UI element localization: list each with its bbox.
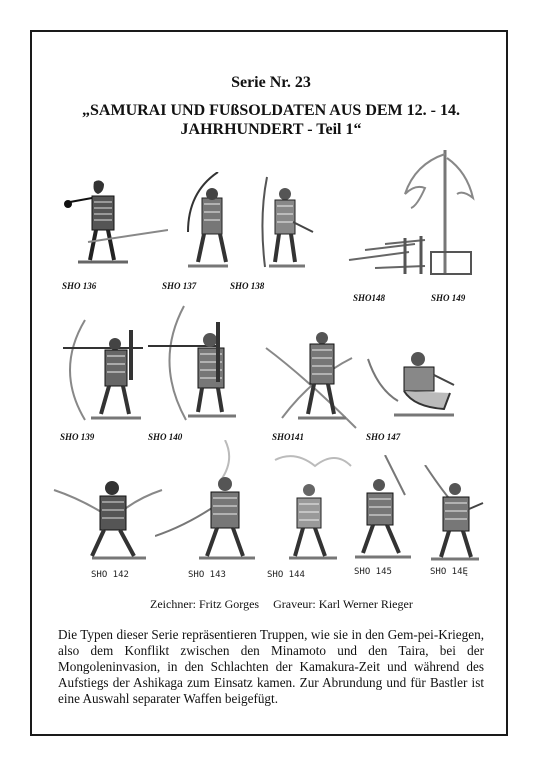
figure-sho-139-illustration <box>55 310 155 425</box>
figure-sho-146-illustration <box>415 465 485 565</box>
figure-sho-141-illustration <box>262 318 362 433</box>
figure-label: SHO 145 <box>354 567 392 577</box>
figure-label: SHO 140 <box>148 432 183 442</box>
figure-sho-148-149-illustration <box>345 140 495 280</box>
figure-sho-147-illustration <box>364 345 464 425</box>
figure-sho-145-illustration <box>345 455 425 565</box>
figure-label: SHO 136 <box>62 281 97 291</box>
title-line-2: JAHRHUNDERT - Teil 1“ <box>180 121 362 138</box>
figure-sho-143-illustration <box>155 440 265 565</box>
figure-label: SHO 147 <box>366 432 401 442</box>
designer-credit: Zeichner: Fritz Gorges <box>150 597 260 611</box>
figure-sho-144-illustration <box>265 450 355 565</box>
figure-label: SHO 142 <box>91 570 129 580</box>
engraver-credit: Graveur: Karl Werner Rieger <box>273 597 413 611</box>
figure-sho-142-illustration <box>52 470 167 565</box>
figure-sho-140-illustration <box>148 300 248 425</box>
figure-label: SHO141 <box>272 432 305 442</box>
figure-label: SHO 144 <box>267 570 305 580</box>
figure-label: SHO 14Ę <box>430 567 468 577</box>
credits <box>150 597 413 612</box>
figure-label: SHO 138 <box>230 281 265 291</box>
figure-label: SHO 149 <box>431 293 466 303</box>
title-line-1: „SAMURAI UND FUßSOLDATEN AUS DEM 12. - 14. <box>82 102 460 119</box>
description-paragraph: Die Typen dieser Serie repräsentieren Truppen, wie sie in den Gem-pei-Kriegen, also dem Konflikt zwischen den Minamoto und den Taira, bei der Mongoleninvasion, in den Schlachten der Kamakura-Zeit und während des Aufstiegs der Ashikaga zum Einsatz kamen. Zur Abrundung und für Bastler ist eine Auswahl separater Waffen beigefügt. <box>58 627 484 706</box>
figure-sho-138-illustration <box>255 172 315 277</box>
figure-label: SHO 139 <box>60 432 95 442</box>
figure-label: SHO 137 <box>162 281 197 291</box>
series-number: Serie Nr. 23 <box>231 74 311 91</box>
figure-sho-137-illustration <box>178 172 238 277</box>
figure-label: SHO 143 <box>188 570 226 580</box>
figure-label: SHO148 <box>353 293 386 303</box>
figure-sho-136-illustration <box>58 172 168 277</box>
